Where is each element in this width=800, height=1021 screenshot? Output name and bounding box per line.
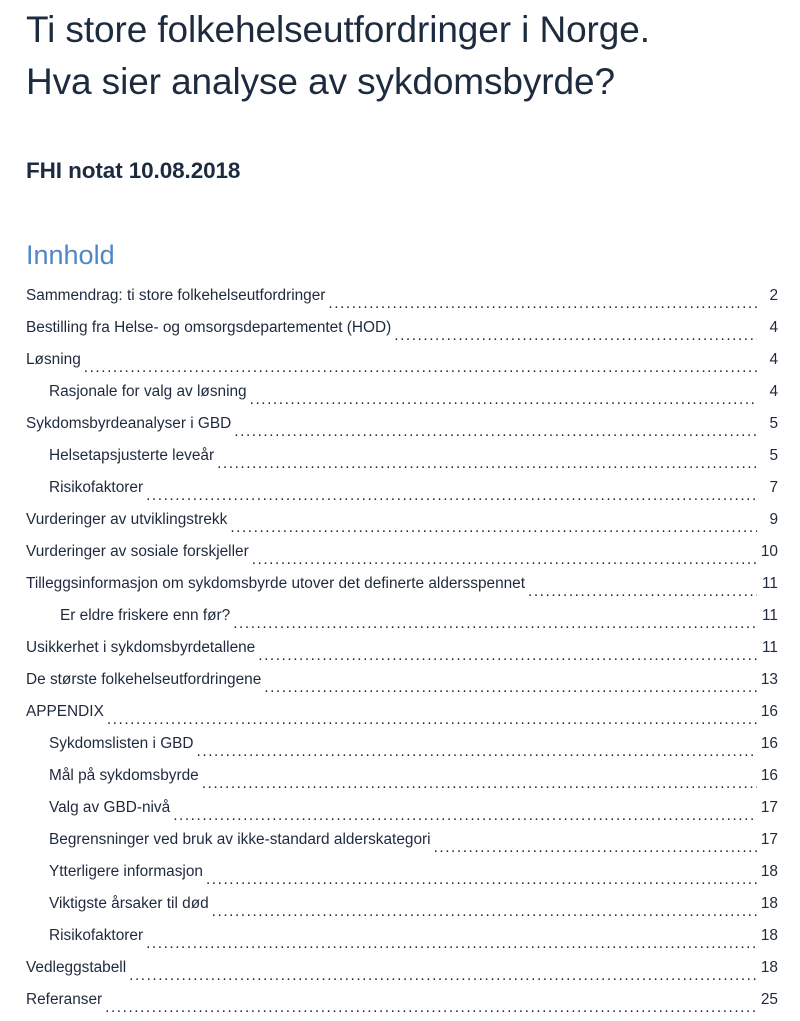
toc-dot-leader	[197, 747, 757, 760]
toc-entry-label: Begrensninger ved bruk av ikke-standard alderskategori	[49, 831, 431, 848]
toc-entry[interactable]	[26, 376, 778, 408]
toc-entry-page-number: 18	[760, 895, 778, 912]
toc-entry-page-number: 16	[760, 703, 778, 720]
toc-entry-label: Er eldre friskere enn før?	[60, 607, 231, 624]
toc-entry-label: Referanser	[26, 991, 103, 1008]
toc-entry-label: Vedleggstabell	[26, 959, 127, 976]
toc-entry[interactable]	[26, 344, 778, 376]
toc-dot-leader	[250, 395, 757, 408]
toc-entry-page-number: 11	[762, 575, 778, 592]
toc-entry[interactable]	[26, 856, 778, 888]
toc-entry[interactable]	[26, 312, 778, 344]
toc-entry-page-number: 4	[769, 383, 778, 400]
toc-entry-page-number: 5	[769, 415, 778, 432]
toc-entry[interactable]	[26, 888, 778, 920]
toc-entry-label: Rasjonale for valg av løsning	[49, 383, 247, 400]
toc-dot-leader	[202, 779, 757, 792]
toc-dot-leader	[528, 587, 757, 600]
toc-dot-leader	[328, 299, 757, 312]
toc-entry[interactable]	[26, 696, 778, 728]
toc-entry-label: Valg av GBD-nivå	[49, 799, 171, 816]
toc-entry-page-number: 17	[760, 831, 778, 848]
toc-entry-label: Vurderinger av sosiale forskjeller	[26, 543, 249, 560]
toc-entry-label: Risikofaktorer	[49, 479, 144, 496]
toc-entry-page-number: 4	[769, 319, 778, 336]
toc-entry-page-number: 17	[760, 799, 778, 816]
toc-dot-leader	[264, 683, 757, 696]
toc-entry-page-number: 11	[762, 607, 778, 624]
toc-entry-label: Løsning	[26, 351, 81, 368]
toc-entry-label: APPENDIX	[26, 703, 104, 720]
toc-entry-label: Mål på sykdomsbyrde	[49, 767, 199, 784]
toc-entry-page-number: 11	[762, 639, 778, 656]
toc-entry[interactable]	[26, 760, 778, 792]
toc-entry[interactable]	[26, 440, 778, 472]
toc-entry[interactable]	[26, 984, 778, 1016]
toc-entry-page-number: 2	[769, 287, 778, 304]
toc-entry-label: Vurderinger av utviklingstrekk	[26, 511, 228, 528]
toc-dot-leader	[107, 715, 757, 728]
toc-dot-leader	[173, 811, 757, 824]
toc-entry-page-number: 18	[760, 959, 778, 976]
document-subtitle: FHI notat 10.08.2018	[26, 158, 241, 183]
toc-entry[interactable]	[26, 280, 778, 312]
page-title-line-2: Hva sier analyse av sykdomsbyrde?	[26, 61, 615, 102]
toc-entry[interactable]	[26, 408, 778, 440]
toc-entry[interactable]	[26, 952, 778, 984]
toc-entry-page-number: 13	[760, 671, 778, 688]
toc-entry-page-number: 7	[769, 479, 778, 496]
toc-entry[interactable]	[26, 824, 778, 856]
toc-entry[interactable]	[26, 632, 778, 664]
page-title-line-1: Ti store folkehelseutfordringer i Norge.	[26, 9, 650, 50]
toc-entry-page-number: 18	[760, 863, 778, 880]
toc-entry[interactable]	[26, 920, 778, 952]
toc-entry-page-number: 4	[769, 351, 778, 368]
toc-dot-leader	[230, 523, 757, 536]
toc-entry[interactable]	[26, 536, 778, 568]
toc-entry[interactable]	[26, 600, 778, 632]
table-of-contents	[26, 272, 778, 1016]
toc-entry[interactable]	[26, 504, 778, 536]
toc-entry-label: De største folkehelseutfordringene	[26, 671, 262, 688]
toc-dot-leader	[146, 939, 757, 952]
toc-dot-leader	[234, 427, 757, 440]
toc-entry[interactable]	[26, 472, 778, 504]
toc-dot-leader	[252, 555, 757, 568]
toc-entry-label: Sammendrag: ti store folkehelseutfordringer	[26, 287, 326, 304]
page-title	[26, 0, 778, 108]
toc-entry-page-number: 10	[760, 543, 778, 560]
toc-entry-page-number: 25	[760, 991, 778, 1008]
toc-entry-label: Usikkerhet i sykdomsbyrdetallene	[26, 639, 256, 656]
toc-entry[interactable]	[26, 568, 778, 600]
toc-dot-leader	[105, 1003, 757, 1016]
toc-heading: Innhold	[26, 240, 115, 270]
toc-entry-label: Bestilling fra Helse- og omsorgsdepartementet (HOD)	[26, 319, 392, 336]
toc-entry-page-number: 18	[760, 927, 778, 944]
toc-entry-page-number: 9	[769, 511, 778, 528]
toc-dot-leader	[434, 843, 757, 856]
toc-entry-page-number: 5	[769, 447, 778, 464]
toc-entry-label: Sykdomsbyrdeanalyser i GBD	[26, 415, 232, 432]
toc-entry[interactable]	[26, 664, 778, 696]
toc-entry-label: Sykdomslisten i GBD	[49, 735, 194, 752]
toc-entry-label: Viktigste årsaker til død	[49, 895, 209, 912]
toc-entry-page-number: 16	[760, 767, 778, 784]
toc-dot-leader	[217, 459, 757, 472]
toc-entry-page-number: 16	[760, 735, 778, 752]
toc-entry-label: Ytterligere informasjon	[49, 863, 203, 880]
toc-entry[interactable]	[26, 728, 778, 760]
toc-dot-leader	[394, 331, 757, 344]
toc-entry-label: Risikofaktorer	[49, 927, 144, 944]
toc-dot-leader	[84, 363, 757, 376]
toc-dot-leader	[233, 619, 757, 632]
toc-dot-leader	[129, 971, 757, 984]
toc-dot-leader	[212, 907, 757, 920]
toc-entry-label: Tilleggsinformasjon om sykdomsbyrde utover det definerte aldersspennet	[26, 575, 526, 592]
toc-dot-leader	[206, 875, 757, 888]
toc-entry-label: Helsetapsjusterte leveår	[49, 447, 215, 464]
toc-dot-leader	[258, 651, 757, 664]
toc-entry[interactable]	[26, 792, 778, 824]
toc-dot-leader	[146, 491, 757, 504]
